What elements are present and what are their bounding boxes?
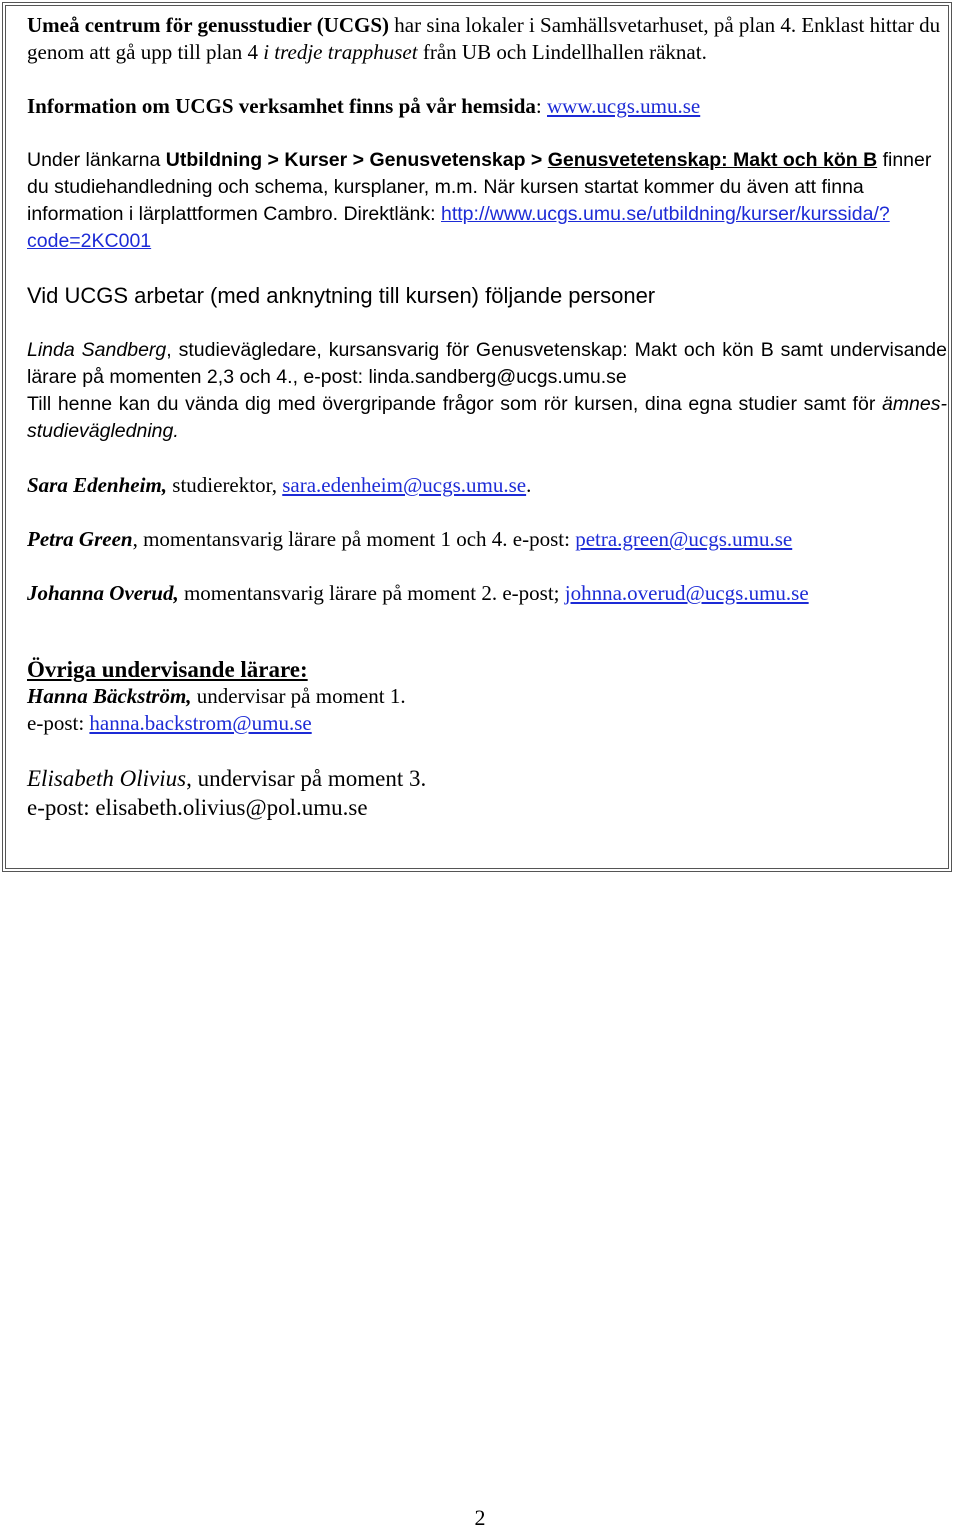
course-link[interactable]: Genusvetetenskap: Makt och kön B (547, 149, 878, 171)
hanna-email-line: e-post: hanna.backstrom@umu.se (27, 711, 312, 735)
intro-paragraph: Umeå centrum för genusstudier (UCGS) har sina lokaler i Samhällsvetarhuset, på plan 4. Enklast hittar du genom att gå upp till plan 4 i tredje trapphuset från UB och Lindellhallen räknat. (27, 13, 941, 64)
other-teachers-heading: Övriga undervisande lärare: (27, 657, 308, 682)
sara-paragraph: Sara Edenheim, studierektor, sara.edenheim@ucgs.umu.se. (27, 473, 532, 497)
direct-link[interactable]: http://www.ucgs.umu.se/utbildning/kurser/kurssida/?code=2KC001 (27, 203, 890, 252)
linda-paragraph: Linda Sandberg, studievägledare, kursansvarig för Genusvetenskap: Makt och kön B samt undervisande lärare på momenten 2,3 och 4., e-post: linda.sandberg@ucgs.umu.se (27, 339, 947, 388)
johanna-paragraph: Johanna Overud, momentansvarig lärare på moment 2. e-post; johnna.overud@ucgs.umu.se (27, 581, 809, 605)
document-frame (2, 2, 952, 872)
document-content (27, 12, 947, 822)
homepage-link[interactable]: www.ucgs.umu.se (547, 94, 701, 118)
linda-paragraph-2: Till henne kan du vända dig med övergripande frågor som rör kursen, dina egna studier samt för ämnes-studievägledning. (27, 393, 947, 442)
hanna-email-link[interactable]: hanna.backstrom@umu.se (89, 711, 312, 735)
staff-heading: Vid UCGS arbetar (med anknytning till kursen) följande personer (27, 283, 656, 308)
hanna-paragraph: Hanna Bäckström, undervisar på moment 1. (27, 684, 406, 708)
petra-email-link[interactable]: petra.green@ucgs.umu.se (575, 527, 793, 551)
nav-paragraph: Under länkarna Utbildning > Kurser > Genusvetenskap > Genusvetetenskap: Makt och kön B finner du studiehandledning och schema, kursplaner, m.m. När kursen startat kommer du även att finna information i lärplattformen Cambro. Direktlänk: http://www.ucgs.umu.se/utbildning/kurser/kurssida/?code=2KC001 (27, 149, 932, 252)
johanna-email-link[interactable]: johnna.overud@ucgs.umu.se (564, 581, 809, 605)
sara-email-link[interactable]: sara.edenheim@ucgs.umu.se (282, 473, 527, 497)
page-number: 2 (474, 1505, 486, 1530)
elisabeth-paragraph: Elisabeth Olivius, undervisar på moment 3. (27, 766, 427, 791)
elisabeth-email-line: e-post: elisabeth.olivius@pol.umu.se (27, 795, 368, 820)
petra-paragraph: Petra Green, momentansvarig lärare på moment 1 och 4. e-post: petra.green@ucgs.umu.se (27, 527, 793, 551)
info-paragraph: Information om UCGS verksamhet finns på vår hemsida: www.ucgs.umu.se (27, 94, 701, 118)
intro-bold: Umeå centrum för genusstudier (UCGS) (27, 13, 390, 37)
